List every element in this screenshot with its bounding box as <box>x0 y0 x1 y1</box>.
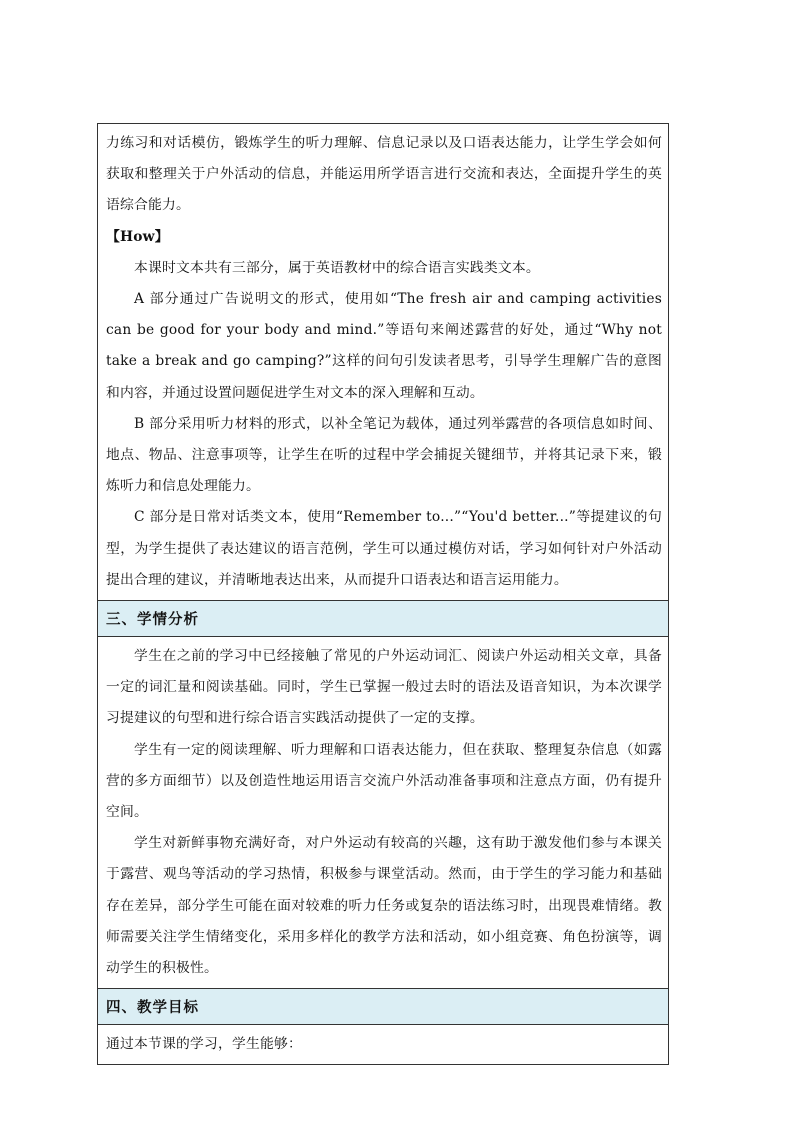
student-analysis-paragraph-3: 学生对新鲜事物充满好奇，对户外运动有较高的兴趣，这有助于激发他们参与本课关于露营、观鸟等活动的学习热情，积极参与课堂活动。然而，由于学生的学习能力和基础存在差异，部分学生可能在面对较难的听力任务或复杂的语法练习时，出现畏难情绪。教师需要关注学生情绪变化，采用多样化的教学方法和活动，如小组竞赛、角色扮演等，调动学生的积极性。 <box>106 835 662 977</box>
paragraph-part-b: B 部分采用听力材料的形式，以补全笔记为载体，通过列举露营的各项信息如时间、地点、物品、注意事项等，让学生在听的过程中学会捕捉关键细节，并将其记录下来，锻炼听力和信息处理能力。 <box>106 415 662 495</box>
paragraph-continuation: 力练习和对话模仿，锻炼学生的听力理解、信息记录以及口语表达能力，让学生学会如何获取和整理关于户外活动的信息，并能运用所学语言进行交流和表达，全面提升学生的英语综合能力。 <box>106 135 662 214</box>
section-heading-student-analysis: 三、学情分析 <box>98 600 668 636</box>
student-analysis-paragraph-2: 学生有一定的阅读理解、听力理解和口语表达能力，但在获取、整理复杂信息（如露营的多方面细节）以及创造性地运用语言交流户外活动准备事项和注意点方面，仍有提升空间。 <box>106 741 662 821</box>
analysis-content-cell <box>98 124 668 600</box>
objectives-intro: 通过本节课的学习，学生能够： <box>106 1036 302 1053</box>
student-analysis-paragraph-1: 学生在之前的学习中已经接触了常见的户外运动词汇、阅读户外运动相关文章，具备一定的词汇量和阅读基础。同时，学生已掌握一般过去时的语法及语音知识，为本次课学习提建议的句型和进行综合语言实践活动提供了一定的支撑。 <box>106 648 662 727</box>
teaching-objectives-cell <box>98 1024 668 1064</box>
student-analysis-cell <box>98 636 668 988</box>
paragraph-text-intro: 本课时文本共有三部分，属于英语教材中的综合语言实践类文本。 <box>134 259 540 276</box>
section-heading-teaching-objectives: 四、教学目标 <box>98 988 668 1024</box>
paragraph-part-a: A 部分通过广告说明文的形式，使用如“The fresh air and camping activities can be good for your body and mind.”等语句来阐述露营的好处，通过“Why not take a break and go camping?”这样的问句引发读者思考，引导学生理解广告的意图和内容，并通过设置问题促进学生对文本的深入理解和互动。 <box>106 291 662 401</box>
lesson-plan-table <box>97 123 669 1065</box>
paragraph-part-c: C 部分是日常对话类文本，使用“Remember to...”“You'd better...”等提建议的句型，为学生提供了表达建议的语言范例，学生可以通过模仿对话，学习如何针对户外活动提出合理的建议，并清晰地表达出来，从而提升口语表达和语言运用能力。 <box>106 509 662 588</box>
how-label: 【How】 <box>106 228 169 245</box>
